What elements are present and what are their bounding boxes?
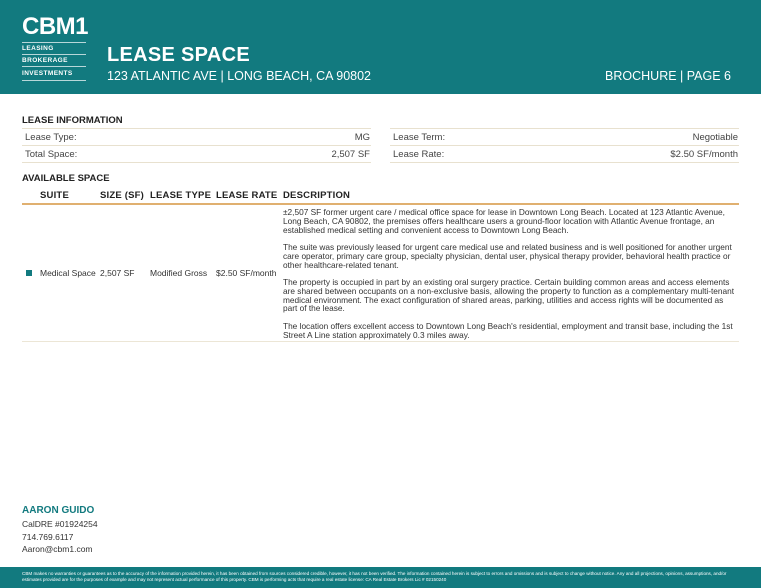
lease-rate-label: Lease Rate: xyxy=(393,149,445,160)
description-paragraph: The property is occupied in part by an existing oral surgery practice. Certain building common areas and access elements are shared between occupants on a non-exclusive basis, allowing the property to function as a complementary multi-tenant medical environment. The exact configuration of shared areas, parking, utilities and access rights will be documented as part of the lease. xyxy=(283,276,735,314)
brochure-page-label: BROCHURE | PAGE 6 xyxy=(605,69,731,83)
logo-divider xyxy=(22,66,86,67)
size-cell: 2,507 SF xyxy=(100,268,135,278)
total-space-value: 2,507 SF xyxy=(331,149,370,160)
agent-license: CalDRE #01924254 xyxy=(22,519,98,529)
lease-type-value: MG xyxy=(354,132,370,143)
lease-information-heading: LEASE INFORMATION xyxy=(22,115,123,126)
description-paragraph: The location offers excellent access to Downtown Long Beach's residential, employment and transit base, including the 1st Street A Line station approximately 0.3 miles away. xyxy=(283,320,733,340)
lease-rate-cell: $2.50 SF/month xyxy=(216,268,277,278)
logo-line-investments: INVESTMENTS xyxy=(22,70,73,77)
property-address: 123 ATLANTIC AVE | LONG BEACH, CA 90802 xyxy=(107,69,372,83)
table-header-rule xyxy=(22,203,739,205)
lease-term-row xyxy=(390,129,739,146)
header-banner xyxy=(0,0,761,94)
lease-rate-value: $2.50 SF/month xyxy=(670,149,738,160)
company-logo xyxy=(22,13,90,77)
lease-term-label: Lease Term: xyxy=(393,132,446,143)
logo-wordmark: CBM1 xyxy=(22,13,89,40)
lease-type-row xyxy=(22,129,371,146)
lease-term-value: Negotiable xyxy=(692,132,738,143)
column-header-suite: SUITE xyxy=(40,190,69,201)
description-cell xyxy=(283,208,739,348)
description-paragraph: The suite was previously leased for urgent care medical use and related business and is well positioned for another urgent care operator, primary care group, specialty physician, dental user, physical therapy provider, behavioral health practice or other healthcare-related tenant. xyxy=(283,241,732,270)
suite-cell: Medical Space xyxy=(40,268,96,278)
column-header-lease-type: LEASE TYPE xyxy=(150,190,212,201)
agent-phone[interactable]: 714.769.6117 xyxy=(22,532,74,542)
total-space-label: Total Space: xyxy=(25,149,78,160)
footer-disclaimer: CBM makes no warranties or guarantees as to the accuracy of the information provided herein, it has been obtained from sources considered credible, however, it has not been verified. The information contained herein is subject to errors and omissions and is subject to change without notice. Any and all projections, opinions, assumptions, and/or estimates provided are for the purposes of example and may not represent actual performance of this property. CBM is performing acts that require a real estate license: CA Real Estate Brokers Lic # 02150240 xyxy=(22,571,727,582)
column-header-size: SIZE (SF) xyxy=(100,190,145,201)
logo-divider xyxy=(22,54,86,55)
lease-rate-row xyxy=(390,146,739,163)
page-title: LEASE SPACE xyxy=(107,44,250,66)
logo-divider xyxy=(22,42,86,43)
column-header-lease-rate: LEASE RATE xyxy=(216,190,278,201)
total-space-row xyxy=(22,146,371,163)
lease-type-cell: Modified Gross xyxy=(150,268,208,278)
description-paragraph: ±2,507 SF former urgent care / medical office space for lease in Downtown Long Beach. Located at 123 Atlantic Avenue, Long Beach, CA 90802, the premises offers healthcare users a ground-floor location with Atlantic Avenue frontage, an established medical setting and convenient access to Downtown Long Beach. xyxy=(283,207,725,235)
logo-line-leasing: LEASING xyxy=(22,45,54,52)
column-header-description: DESCRIPTION xyxy=(283,190,351,201)
agent-email-link[interactable]: Aaron@cbm1.com xyxy=(22,544,93,554)
suite-bullet-icon xyxy=(26,270,32,276)
lease-type-label: Lease Type: xyxy=(25,132,77,143)
footer-band xyxy=(0,567,761,588)
logo-divider xyxy=(22,80,86,81)
table-row-rule xyxy=(22,341,739,342)
agent-name: AARON GUIDO xyxy=(22,505,95,516)
available-space-heading: AVAILABLE SPACE xyxy=(22,173,110,184)
logo-line-brokerage: BROKERAGE xyxy=(22,57,68,64)
